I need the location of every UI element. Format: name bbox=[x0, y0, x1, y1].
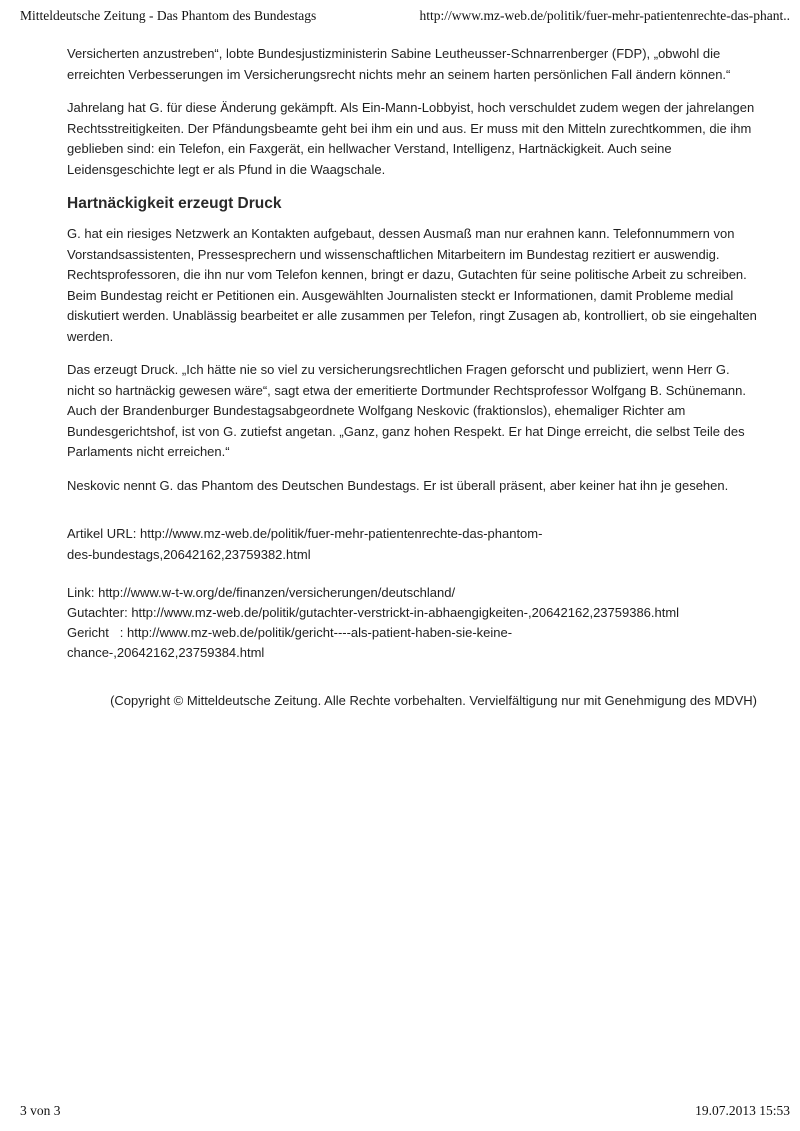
article-url-link[interactable]: http://www.mz-web.de/politik/fuer-mehr-patientenrechte-das-phantom- bbox=[139, 526, 543, 541]
article-url-link-cont[interactable]: des-bundestags,20642162,23759382.html bbox=[67, 546, 311, 562]
page-title: Mitteldeutsche Zeitung - Das Phantom des Bundestags bbox=[20, 8, 317, 23]
print-datetime: 19.07.2013 15:53 bbox=[695, 1103, 790, 1118]
link-label: Link: bbox=[67, 585, 95, 600]
page-number: 3 von 3 bbox=[20, 1103, 61, 1118]
gericht-label: Gericht : bbox=[67, 625, 124, 640]
subheading: Hartnäckigkeit erzeugt Druck bbox=[67, 195, 282, 212]
article-url-label: Artikel URL: bbox=[67, 526, 137, 541]
paragraph: Jahrelang hat G. für diese Änderung gekämpft. Als Ein-Mann-Lobbyist, hoch verschuldet zudem wegen der jahrelangen Rechtsstreitigkeiten. Der Pfändungsbeamte geht bei ihm ein und aus. Er muss mit den Mitteln zurechtkommen, die ihm geblieben sind: ein Telefon, ein Faxgerät, ein hellwacher Verstand, Intelligenz, Hartnäckigkeit. Auch seine Leidensgeschichte legt er als Pfund in die Waagschale. bbox=[67, 100, 755, 177]
copyright-notice: (Copyright © Mitteldeutsche Zeitung. Alle Rechte vorbehalten. Vervielfältigung nur mit Genehmigung des MDVH) bbox=[110, 693, 757, 708]
related-links bbox=[67, 583, 757, 663]
paragraph: Versicherten anzustreben“, lobte Bundesjustizministerin Sabine Leutheusser-Schnarrenberger (FDP), „obwohl die erreichten Verbesserungen im Versicherungsrecht nichts mehr an seinem harten persönlichen Fall ändern können.“ bbox=[67, 46, 731, 82]
page-url: http://www.mz-web.de/politik/fuer-mehr-patientenrechte-das-phant.. bbox=[419, 8, 790, 23]
paragraph: G. hat ein riesiges Netzwerk an Kontakten aufgebaut, dessen Ausmaß man nur erahnen kann. Telefonnummern von Vorstandsassistenten, Pressesprechern und wissenschaftlichen Mitarbeitern im Bundestag rezitiert er auswendig. Rechtsprofessoren, die ihn nur vom Telefon kennen, bringt er dazu, Gutachten für seine politische Arbeit zu schreiben. Beim Bundestag reicht er Petitionen ein. Ausgewählten Journalisten steckt er Informationen, damit Probleme medial diskutiert werden. Unablässig bearbeitet er alle zusammen per Telefon, ringt Zusagen ab, kontrolliert, ob sie eingehalten werden. bbox=[67, 226, 757, 344]
gericht-url-cont[interactable]: chance-,20642162,23759384.html bbox=[67, 645, 265, 660]
print-footer bbox=[20, 1103, 790, 1121]
paragraph: Neskovic nennt G. das Phantom des Deutschen Bundestags. Er ist überall präsent, aber keiner hat ihn je gesehen. bbox=[67, 477, 729, 493]
gutachter-label: Gutachter: bbox=[67, 605, 128, 620]
article-url-block bbox=[67, 524, 757, 565]
paragraph: Das erzeugt Druck. „Ich hätte nie so viel zu versicherungsrechtlichen Fragen geforscht und publiziert, wenn Herr G. nicht so hartnäckig gewesen wäre“, sagt etwa der emeritierte Dortmunder Rechtsprofessor Wolfgang B. Schünemann. Auch der Brandenburger Bundestagsabgeordnete Wolfgang Neskovic (fraktionslos), ehemaliger Richter am Bundesgerichtshof, ist von G. zutiefst angetan. „Ganz, ganz hohen Respekt. Er hat Dinge erreicht, die selbst Teile des Parlaments nicht erreichen.“ bbox=[67, 362, 746, 459]
link-url[interactable]: http://www.w-t-w.org/de/finanzen/versicherungen/deutschland/ bbox=[98, 585, 456, 600]
gericht-url[interactable]: http://www.mz-web.de/politik/gericht----als-patient-haben-sie-keine- bbox=[126, 625, 513, 640]
article-body bbox=[67, 44, 757, 711]
print-header bbox=[20, 8, 790, 28]
gutachter-url[interactable]: http://www.mz-web.de/politik/gutachter-verstrickt-in-abhaengigkeiten-,20642162,23759386.html bbox=[131, 605, 680, 620]
